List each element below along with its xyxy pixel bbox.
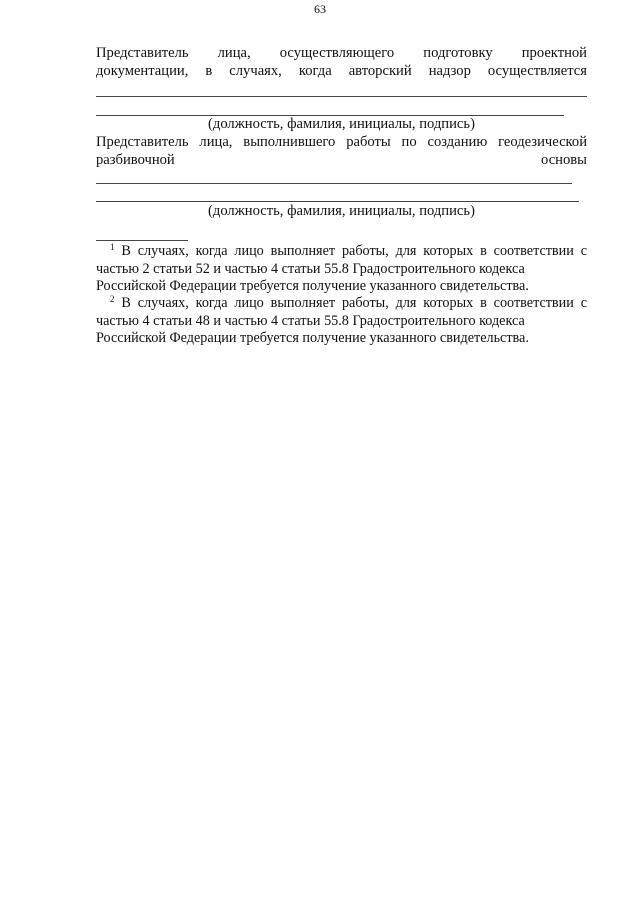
block2-line1: Представитель лица, выполнившего работы по созданию геодезической: [96, 134, 587, 150]
block1-line2: документации, в случаях, когда авторский надзор осуществляется: [96, 63, 587, 79]
block1-line1: Представитель лица, осуществляющего подготовку проектной: [96, 45, 587, 61]
footnote-text: В случаях, когда лицо выполняет работы, для которых в соответствии с частью 4 статьи 48 и частью 4 статьи 55.8 Градостроительного кодекса: [96, 295, 587, 329]
footnote-2: [96, 295, 587, 348]
footnote-mark: 1: [110, 242, 115, 252]
signature-caption: (должность, фамилия, инициалы, подпись): [208, 203, 475, 219]
footnote-text-last: Российской Федерации требуется получение указанного свидетельства.: [96, 330, 529, 346]
signature-caption: (должность, фамилия, инициалы, подпись): [208, 116, 475, 132]
footnote-1: [96, 243, 587, 296]
footnote-mark: 2: [110, 294, 115, 304]
block2-line2: разбивочной основы: [96, 152, 587, 168]
signature-line: [96, 183, 572, 184]
footnote-text: В случаях, когда лицо выполняет работы, для которых в соответствии с частью 2 статьи 52 и частью 4 статьи 55.8 Градостроительного кодекса: [96, 243, 587, 277]
footnote-separator: [96, 240, 188, 241]
signature-line: [96, 96, 587, 97]
page-number: 63: [314, 2, 326, 16]
footnote-text-last: Российской Федерации требуется получение указанного свидетельства.: [96, 278, 529, 294]
